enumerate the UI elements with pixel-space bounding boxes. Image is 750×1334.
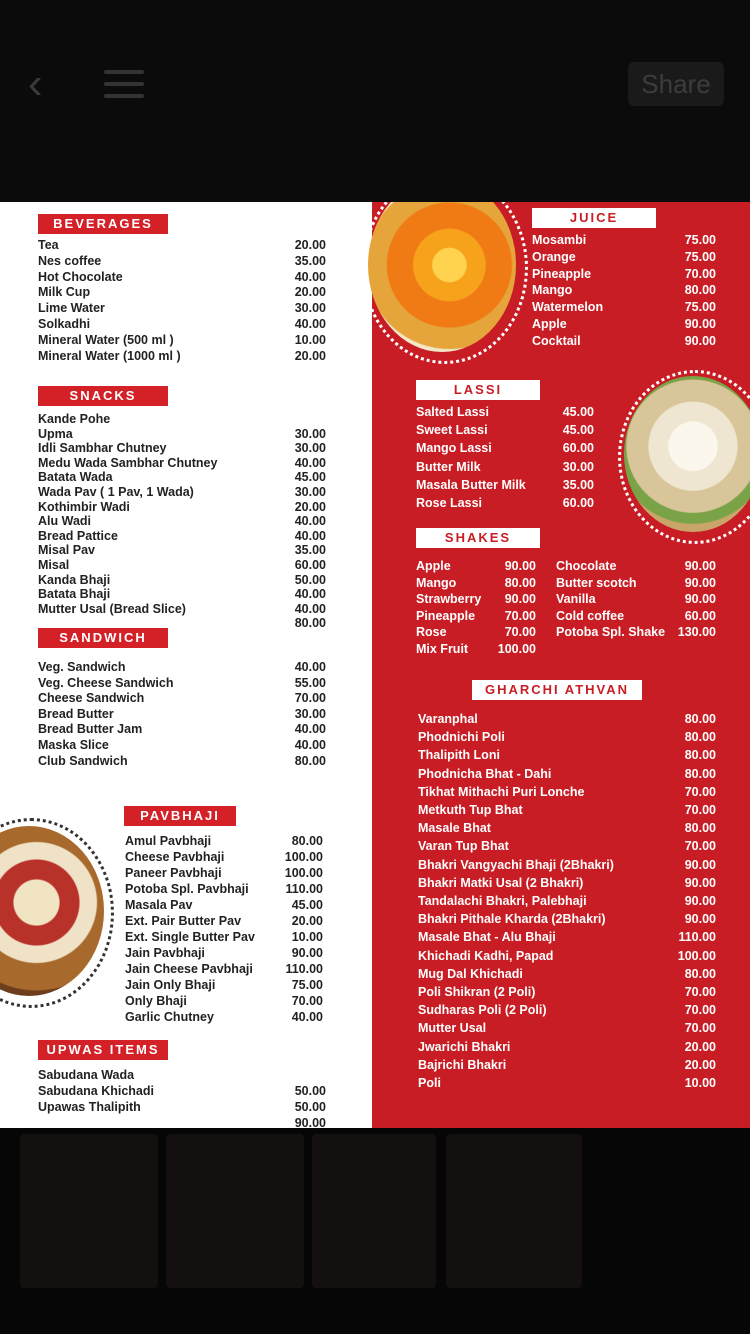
menu-item-name: Ext. Pair Butter Pav [125, 914, 242, 928]
menu-item-price: 45.00 [562, 405, 594, 419]
menu-item-name: Rose [416, 625, 447, 640]
menu-item-price: 70.00 [684, 839, 716, 854]
menu-item-name: Jain Cheese Pavbhaji [125, 962, 253, 976]
menu-item-name: Masala Butter Milk [416, 477, 526, 492]
section-banner-snacks: SNACKS [38, 386, 168, 406]
menu-item-price: 40.00 [294, 601, 326, 616]
menu-item-name: Sudharas Poli (2 Poli) [418, 1003, 547, 1018]
menu-item-price: 30.00 [294, 426, 326, 441]
menu-item-price: 90.00 [684, 592, 716, 607]
menu-item-price: 40.00 [294, 660, 326, 674]
menu-item-name: Sabudana Wada [38, 1068, 135, 1082]
menu-item-price: 70.00 [291, 994, 323, 1008]
menu-item-price: 20.00 [294, 238, 326, 252]
menu-item-price: 110.00 [285, 962, 323, 976]
menu-item-name: Mug Dal Khichadi [418, 966, 523, 981]
menu-item-price: 35.00 [294, 543, 326, 558]
menu-item-name: Rose Lassi [416, 496, 483, 510]
menu-item-name: Upawas Thalipith [38, 1100, 141, 1114]
back-chevron-icon[interactable]: ‹ [28, 59, 43, 108]
section-banner-pavbhaji: PAVBHAJI [124, 806, 236, 826]
menu-item-price: 70.00 [684, 1003, 716, 1018]
menu-item-name: Masale Bhat [418, 821, 491, 836]
menu-item-name: Metkuth Tup Bhat [418, 803, 523, 817]
menu-item-name: Watermelon [532, 300, 604, 315]
menu-item-price: 80.00 [294, 753, 326, 768]
menu-item-price: 100.00 [497, 642, 536, 656]
menu-item-price: 60.00 [294, 558, 326, 572]
menu-item-name: Nes coffee [38, 253, 102, 268]
menu-item-price: 70.00 [684, 803, 716, 817]
menu-item-name: Orange [532, 249, 576, 264]
menu-item-price: 90.00 [684, 894, 716, 908]
menu-item-name: Bread Pattice [38, 528, 118, 543]
menu-item-price: 35.00 [294, 253, 326, 268]
menu-item-price: 90.00 [504, 559, 536, 573]
menu-item-price: 80.00 [684, 730, 716, 745]
menu-item-name: Mosambi [532, 233, 587, 247]
menu-item-name: Bread Butter [38, 706, 114, 721]
menu-item-name: Garlic Chutney [125, 1010, 214, 1024]
menu-item-price: 80.00 [684, 821, 716, 836]
hamburger-menu-icon[interactable] [104, 70, 144, 98]
section-banner-shakes: SHAKES [416, 528, 540, 548]
section-banner-lassi: LASSI [416, 380, 540, 400]
menu-item-price: 80.00 [291, 834, 323, 848]
menu-item-price: 40.00 [294, 587, 326, 602]
menu-item-price: 50.00 [294, 1084, 326, 1098]
menu-item-price: 10.00 [294, 332, 326, 347]
menu-item-name: Mango Lassi [416, 441, 492, 456]
menu-item-price: 70.00 [684, 985, 716, 999]
menu-item-price: 40.00 [294, 514, 326, 529]
menu-item-name: Mango [532, 283, 573, 298]
menu-item-name: Jain Only Bhaji [125, 978, 216, 992]
menu-item-name: Hot Chocolate [38, 269, 123, 284]
menu-item-price: 45.00 [562, 423, 594, 438]
menu-item-price: 100.00 [677, 948, 716, 963]
menu-item-price: 70.00 [684, 784, 716, 799]
menu-item-name: Thalipith Loni [418, 748, 500, 763]
menu-item-price: 100.00 [284, 866, 323, 880]
menu-item-price: 30.00 [294, 485, 326, 499]
menu-item-price: 30.00 [294, 441, 326, 456]
menu-item-name: Only Bhaji [125, 994, 187, 1008]
menu-item-name: Bhakri Pithale Kharda (2Bhakri) [418, 912, 606, 927]
menu-item-name: Wada Pav ( 1 Pav, 1 Wada) [38, 485, 194, 499]
menu-item-price: 75.00 [291, 978, 323, 992]
menu-item-price: 45.00 [291, 898, 323, 912]
menu-item-name: Tikhat Mithachi Puri Lonche [418, 784, 585, 799]
menu-item-price: 130.00 [677, 625, 716, 640]
menu-item-price: 80.00 [684, 966, 716, 981]
menu-item-price: 60.00 [684, 608, 716, 623]
menu-item-price: 90.00 [294, 1116, 326, 1128]
menu-item-name: Jain Pavbhaji [125, 946, 205, 960]
menu-item-name: Butter Milk [416, 459, 481, 474]
menu-item-price: 40.00 [291, 1010, 323, 1024]
menu-item-name: Bhakri Vangyachi Bhaji (2Bhakri) [418, 857, 614, 872]
menu-image [0, 202, 750, 1128]
menu-item-name: Club Sandwich [38, 753, 128, 768]
menu-item-price: 110.00 [678, 930, 716, 945]
section-banner-beverages: BEVERAGES [38, 214, 168, 234]
menu-left-panel [0, 202, 372, 1128]
menu-item-name: Potoba Spl. Shake [556, 625, 666, 640]
menu-item-name: Alu Wadi [38, 514, 92, 529]
menu-item-price: 20.00 [294, 285, 326, 300]
menu-item-price: 90.00 [684, 857, 716, 872]
menu-item-price: 80.00 [684, 712, 716, 726]
menu-item-price: 10.00 [684, 1076, 716, 1090]
menu-item-price: 60.00 [562, 496, 594, 510]
menu-item-price: 20.00 [294, 348, 326, 363]
menu-item-name: Amul Pavbhaji [125, 834, 212, 848]
app-header [0, 0, 750, 202]
menu-item-name: Mineral Water (1000 ml ) [38, 348, 181, 363]
menu-item-price: 90.00 [684, 912, 716, 927]
menu-item-name: Idli Sambhar Chutney [38, 441, 167, 456]
menu-item-name: Bajrichi Bhakri [418, 1057, 507, 1072]
menu-item-name: Maska Slice [38, 738, 109, 752]
menu-item-price: 40.00 [294, 317, 326, 331]
menu-item-price: 35.00 [562, 477, 594, 492]
menu-item-price: 80.00 [504, 575, 536, 590]
menu-item-name: Cold coffee [556, 608, 625, 623]
menu-item-name: Mango [416, 575, 457, 590]
menu-item-name: Batata Bhaji [38, 587, 111, 602]
menu-item-price: 30.00 [294, 706, 326, 721]
menu-item-name: Varan Tup Bhat [418, 839, 509, 854]
menu-item-name: Medu Wada Sambhar Chutney [38, 455, 218, 470]
menu-item-name: Misal Pav [38, 543, 95, 558]
menu-item-name: Batata Wada [38, 470, 113, 485]
menu-item-price: 30.00 [294, 301, 326, 316]
menu-item-price: 70.00 [684, 1021, 716, 1036]
menu-item-name: Bread Butter Jam [38, 722, 143, 737]
menu-item-price: 20.00 [291, 914, 323, 928]
menu-item-name: Varanphal [418, 712, 478, 726]
menu-item-name: Apple [532, 317, 567, 331]
menu-item-name: Lime Water [38, 301, 105, 316]
menu-item-name: Kanda Bhaji [38, 572, 111, 587]
menu-item-name: Apple [416, 559, 451, 573]
menu-item-name: Masale Bhat - Alu Bhaji [418, 930, 556, 945]
menu-item-price: 90.00 [291, 946, 323, 960]
menu-item-name: Phodnicha Bhat - Dahi [418, 766, 552, 781]
menu-item-name: Pineapple [416, 608, 476, 623]
menu-item-name: Masala Pav [125, 898, 193, 912]
menu-item-price: 70.00 [504, 608, 536, 623]
menu-item-price: 50.00 [294, 572, 326, 587]
lassi-photo [624, 376, 750, 532]
menu-right-panel [372, 202, 750, 1128]
menu-item-name: Strawberry [416, 592, 482, 607]
section-banner-gharchi-athvan: GHARCHI ATHVAN [472, 680, 642, 700]
section-banner-sandwich: SANDWICH [38, 628, 168, 648]
menu-item-name: Mix Fruit [416, 642, 469, 656]
menu-item-name: Milk Cup [38, 285, 91, 300]
menu-item-price: 40.00 [294, 528, 326, 543]
menu-item-name: Misal [38, 558, 70, 572]
menu-item-name: Kande Pohe [38, 412, 111, 426]
menu-item-name: Solkadhi [38, 317, 91, 331]
menu-item-price: 40.00 [294, 738, 326, 752]
menu-item-price: 90.00 [684, 575, 716, 590]
menu-item-name: Sabudana Khichadi [38, 1084, 154, 1098]
menu-item-price: 80.00 [684, 766, 716, 781]
menu-item-name: Upma [38, 426, 73, 441]
menu-item-price: 80.00 [684, 748, 716, 763]
menu-item-price: 20.00 [684, 1057, 716, 1072]
thumbnail[interactable] [20, 1134, 158, 1288]
menu-item-name: Cocktail [532, 333, 581, 348]
menu-item-price: 80.00 [684, 283, 716, 298]
menu-item-name: Tea [38, 238, 59, 252]
menu-item-price: 70.00 [504, 625, 536, 640]
section-banner-juice: JUICE [532, 208, 656, 228]
menu-item-price: 80.00 [294, 616, 326, 631]
menu-item-name: Mutter Usal [418, 1021, 487, 1036]
menu-item-price: 75.00 [684, 300, 716, 315]
section-banner-upwas: UPWAS ITEMS [38, 1040, 168, 1060]
menu-item-name: Vanilla [556, 592, 596, 607]
menu-item-name: Cheese Sandwich [38, 691, 145, 706]
menu-item-name: Bhakri Matki Usal (2 Bhakri) [418, 875, 584, 890]
menu-item-price: 75.00 [684, 233, 716, 247]
menu-item-price: 70.00 [294, 691, 326, 706]
menu-item-name: Poli [418, 1076, 441, 1090]
menu-item-name: Pineapple [532, 266, 592, 281]
menu-item-price: 40.00 [294, 722, 326, 737]
menu-item-price: 100.00 [284, 850, 323, 864]
menu-item-name: Butter scotch [556, 575, 637, 590]
menu-item-price: 90.00 [684, 875, 716, 890]
menu-item-name: Potoba Spl. Pavbhaji [125, 882, 249, 896]
menu-item-price: 50.00 [294, 1100, 326, 1114]
menu-item-name: Phodnichi Poli [418, 730, 505, 745]
menu-item-price: 90.00 [684, 333, 716, 348]
menu-item-name: Paneer Pavbhaji [125, 866, 222, 880]
menu-item-price: 75.00 [684, 249, 716, 264]
thumbnail[interactable] [166, 1134, 304, 1288]
menu-item-price: 60.00 [562, 441, 594, 456]
thumbnail[interactable] [446, 1134, 582, 1288]
thumbnail[interactable] [312, 1134, 436, 1288]
menu-item-price: 20.00 [294, 499, 326, 514]
menu-item-price: 10.00 [291, 930, 323, 944]
menu-item-name: Veg. Sandwich [38, 660, 126, 674]
menu-item-price: 30.00 [562, 459, 594, 474]
menu-item-name: Sweet Lassi [416, 423, 488, 438]
menu-item-name: Kothimbir Wadi [38, 499, 130, 514]
menu-item-price: 90.00 [684, 317, 716, 331]
menu-item-price: 40.00 [294, 269, 326, 284]
menu-item-name: Poli Shikran (2 Poli) [418, 985, 536, 999]
menu-item-name: Veg. Cheese Sandwich [38, 675, 174, 690]
menu-item-name: Cheese Pavbhaji [125, 850, 225, 864]
menu-item-price: 70.00 [684, 266, 716, 281]
menu-item-name: Tandalachi Bhakri, Palebhaji [418, 894, 587, 908]
menu-item-price: 90.00 [504, 592, 536, 607]
menu-item-price: 20.00 [684, 1039, 716, 1054]
menu-item-price: 90.00 [684, 559, 716, 573]
menu-item-price: 40.00 [294, 455, 326, 470]
menu-item-name: Jwarichi Bhakri [418, 1039, 511, 1054]
menu-item-name: Salted Lassi [416, 405, 489, 419]
menu-item-price: 55.00 [294, 675, 326, 690]
menu-item-price: 45.00 [294, 470, 326, 485]
menu-item-name: Mutter Usal (Bread Slice) [38, 601, 186, 616]
menu-item-name: Chocolate [556, 559, 617, 573]
menu-item-name: Mineral Water (500 ml ) [38, 332, 174, 347]
share-button[interactable]: Share [628, 62, 724, 106]
menu-item-price: 110.00 [285, 882, 323, 896]
menu-item-name: Khichadi Kadhi, Papad [418, 948, 554, 963]
menu-item-name: Ext. Single Butter Pav [125, 930, 255, 944]
